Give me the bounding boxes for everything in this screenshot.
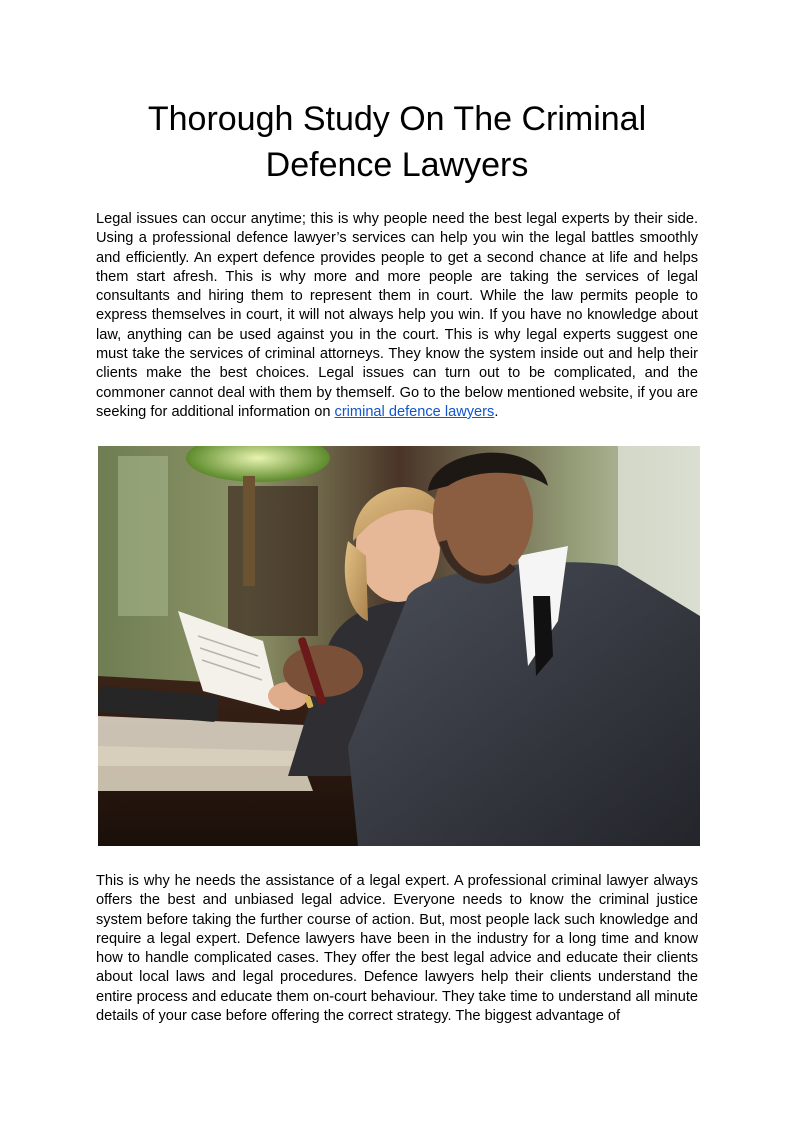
criminal-defence-lawyers-link[interactable]: criminal defence lawyers — [334, 403, 495, 420]
second-paragraph: This is why he needs the assistance of a legal expert. A professional criminal lawyer always offers the best and unbiased legal advice. Everyone needs to know the criminal justice system before taking the further course of action. But, most people lack such knowledge and require a legal expert. Defence lawyers have been in the industry for a long time and know how to handle complicated cases. They offer the best legal advice and educate their clients about local laws and legal procedures. Defence lawyers help their clients understand the entire process and educate them on-court behaviour. They take time to understand all minute details of your case before offering the correct strategy. The biggest advantage of — [96, 873, 698, 1025]
intro-paragraph-text: Legal issues can occur anytime; this is why people need the best legal experts by their side. Using a professional defence lawyer’s services can help you win the legal battles smoothly and efficiently. An expert defence provides people to get a second chance at life and helps them start afresh. This is why more and more people are taking the services of legal consultants and hiring them to represent them in court. While the law permits people to express themselves in court, it will not always help you win. If you have no knowledge about law, anything can be used against you in the court. This is why legal experts suggest one must take the services of criminal attorneys. They know the system inside out and help their clients make the best choices. Legal issues can turn out to be complicated, and the commoner cannot deal with them by themself. Go to the below mentioned website, if you are seeking for additional information on — [96, 211, 698, 420]
man-hand — [283, 645, 363, 697]
intro-paragraph — [96, 210, 698, 422]
page-title: Thorough Study On The Criminal Defence Lawyers — [147, 100, 647, 184]
lawyers-reviewing-document-photo — [98, 446, 700, 846]
intro-paragraph-end: . — [494, 403, 499, 420]
